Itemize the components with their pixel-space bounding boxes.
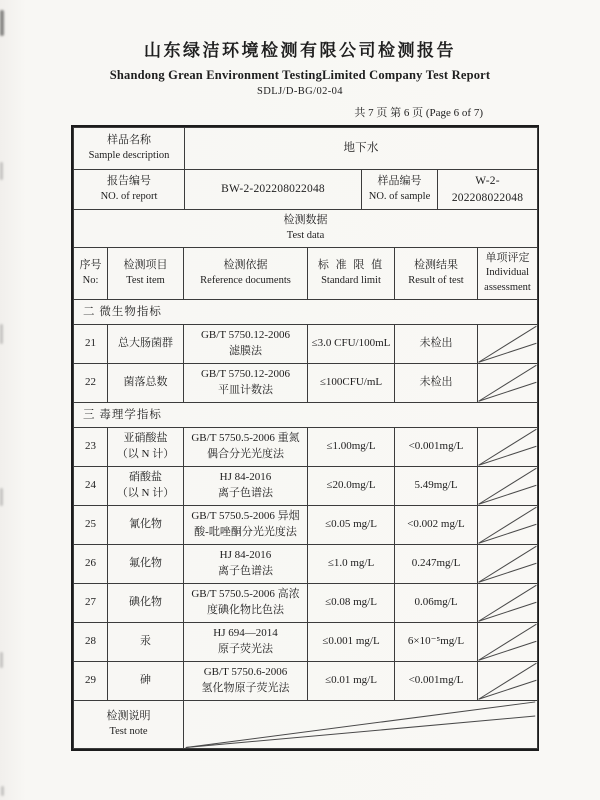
scan-artifact xyxy=(0,652,3,668)
row-assessment-empty xyxy=(478,364,538,403)
row-assessment-empty xyxy=(478,545,538,584)
row-item: 碘化物 xyxy=(108,584,184,623)
page-number: 共 7 页 第 6 页 (Page 6 of 7) xyxy=(354,107,483,119)
report-header xyxy=(0,0,600,97)
row-no: 23 xyxy=(74,428,108,467)
sample-name-label: 样品名称 Sample description xyxy=(74,128,185,170)
row-assessment-empty xyxy=(478,428,538,467)
row-no: 22 xyxy=(74,364,108,403)
column-header-row xyxy=(74,248,538,300)
row-item: 氟化物 xyxy=(108,545,184,584)
row-item: 硝酸盐 （以 N 计） xyxy=(108,467,184,506)
test-note-row xyxy=(74,701,538,749)
row-result: 6×10⁻⁵mg/L xyxy=(395,623,478,662)
test-note-value-empty xyxy=(184,701,538,749)
col-reference: 检测依据 Reference documents xyxy=(184,248,308,300)
row-limit: ≤0.08 mg/L xyxy=(308,584,395,623)
row-limit: ≤0.05 mg/L xyxy=(308,506,395,545)
section-title: 二 微生物指标 xyxy=(74,300,538,325)
section-title: 三 毒理学指标 xyxy=(74,403,538,428)
test-data-banner: 检测数据 Test data xyxy=(74,210,538,248)
test-note-label: 检测说明 Test note xyxy=(74,701,184,749)
col-standard-limit: 标 准 限 值 Standard limit xyxy=(308,248,395,300)
row-limit: ≤3.0 CFU/100mL xyxy=(308,325,395,364)
row-reference: HJ 694—2014 原子荧光法 xyxy=(184,623,308,662)
test-row xyxy=(74,623,538,662)
test-row xyxy=(74,584,538,623)
row-reference: GB/T 5750.6-2006 氢化物原子荧光法 xyxy=(184,662,308,701)
test-row xyxy=(74,545,538,584)
slash-mark xyxy=(478,506,537,544)
document-code: SDLJ/D-BG/02-04 xyxy=(257,86,343,97)
results-table xyxy=(73,247,538,749)
row-limit: ≤1.00mg/L xyxy=(308,428,395,467)
report-title-cn: 山东绿洁环境检测有限公司检测报告 xyxy=(144,41,456,60)
test-row xyxy=(74,364,538,403)
sample-name-row xyxy=(74,128,538,170)
row-no: 21 xyxy=(74,325,108,364)
test-row xyxy=(74,325,538,364)
slash-mark xyxy=(184,701,537,748)
row-item: 砷 xyxy=(108,662,184,701)
col-result: 检测结果 Result of test xyxy=(395,248,478,300)
row-limit: ≤1.0 mg/L xyxy=(308,545,395,584)
row-assessment-empty xyxy=(478,325,538,364)
scan-artifact xyxy=(0,488,3,506)
test-report-table xyxy=(71,125,539,751)
report-title-en: Shandong Grean Environment TestingLimited Company Test Report xyxy=(109,68,491,82)
row-limit: ≤100CFU/mL xyxy=(308,364,395,403)
slash-mark xyxy=(478,662,537,700)
row-reference: GB/T 5750.5-2006 高浓 度碘化物比色法 xyxy=(184,584,308,623)
section-row xyxy=(74,403,538,428)
row-assessment-empty xyxy=(478,623,538,662)
row-reference: GB/T 5750.12-2006 滤膜法 xyxy=(184,325,308,364)
row-result: <0.001mg/L xyxy=(395,662,478,701)
row-result: <0.001mg/L xyxy=(395,428,478,467)
report-no-label: 报告编号 NO. of report xyxy=(74,170,185,210)
row-limit: ≤20.0mg/L xyxy=(308,467,395,506)
report-number-row xyxy=(74,170,538,210)
test-row xyxy=(74,662,538,701)
row-item: 氰化物 xyxy=(108,506,184,545)
row-result: <0.002 mg/L xyxy=(395,506,478,545)
sample-no-value: W-2-202208022048 xyxy=(438,170,538,210)
scan-artifact xyxy=(0,324,3,344)
row-assessment-empty xyxy=(478,662,538,701)
row-limit: ≤0.001 mg/L xyxy=(308,623,395,662)
test-data-banner-row xyxy=(74,210,538,248)
row-result: 0.247mg/L xyxy=(395,545,478,584)
test-data-body xyxy=(74,248,538,749)
row-item: 菌落总数 xyxy=(108,364,184,403)
row-result: 未检出 xyxy=(395,325,478,364)
row-item: 总大肠菌群 xyxy=(108,325,184,364)
test-row xyxy=(74,428,538,467)
row-no: 26 xyxy=(74,545,108,584)
row-item: 汞 xyxy=(108,623,184,662)
row-limit: ≤0.01 mg/L xyxy=(308,662,395,701)
report-no-value: BW-2-202208022048 xyxy=(185,170,362,210)
row-result: 未检出 xyxy=(395,364,478,403)
row-no: 27 xyxy=(74,584,108,623)
row-reference: HJ 84-2016 离子色谱法 xyxy=(184,545,308,584)
slash-mark xyxy=(478,467,537,505)
test-row xyxy=(74,467,538,506)
col-no: 序号 No: xyxy=(74,248,108,300)
slash-mark xyxy=(478,364,537,402)
slash-mark xyxy=(478,545,537,583)
scan-artifact xyxy=(1,786,4,796)
row-assessment-empty xyxy=(478,467,538,506)
section-row xyxy=(74,300,538,325)
sample-name-value: 地下水 xyxy=(185,128,538,170)
row-reference: GB/T 5750.5-2006 重氮 偶合分光光度法 xyxy=(184,428,308,467)
sample-info-table xyxy=(73,127,538,248)
row-assessment-empty xyxy=(478,584,538,623)
test-row xyxy=(74,506,538,545)
row-item: 亚硝酸盐 （以 N 计） xyxy=(108,428,184,467)
sample-no-label: 样品编号 NO. of sample xyxy=(362,170,438,210)
row-reference: HJ 84-2016 离子色谱法 xyxy=(184,467,308,506)
row-result: 5.49mg/L xyxy=(395,467,478,506)
row-result: 0.06mg/L xyxy=(395,584,478,623)
col-test-item: 检测项目 Test item xyxy=(108,248,184,300)
row-no: 29 xyxy=(74,662,108,701)
slash-mark xyxy=(478,623,537,661)
row-reference: GB/T 5750.12-2006 平皿计数法 xyxy=(184,364,308,403)
row-no: 28 xyxy=(74,623,108,662)
row-no: 25 xyxy=(74,506,108,545)
slash-mark xyxy=(478,584,537,622)
slash-mark xyxy=(478,428,537,466)
col-assessment: 单项评定 Individual assessment xyxy=(478,248,538,300)
row-reference: GB/T 5750.5-2006 异烟 酸-吡唑酮分光光度法 xyxy=(184,506,308,545)
slash-mark xyxy=(478,325,537,363)
scan-artifact xyxy=(0,162,3,180)
row-no: 24 xyxy=(74,467,108,506)
row-assessment-empty xyxy=(478,506,538,545)
